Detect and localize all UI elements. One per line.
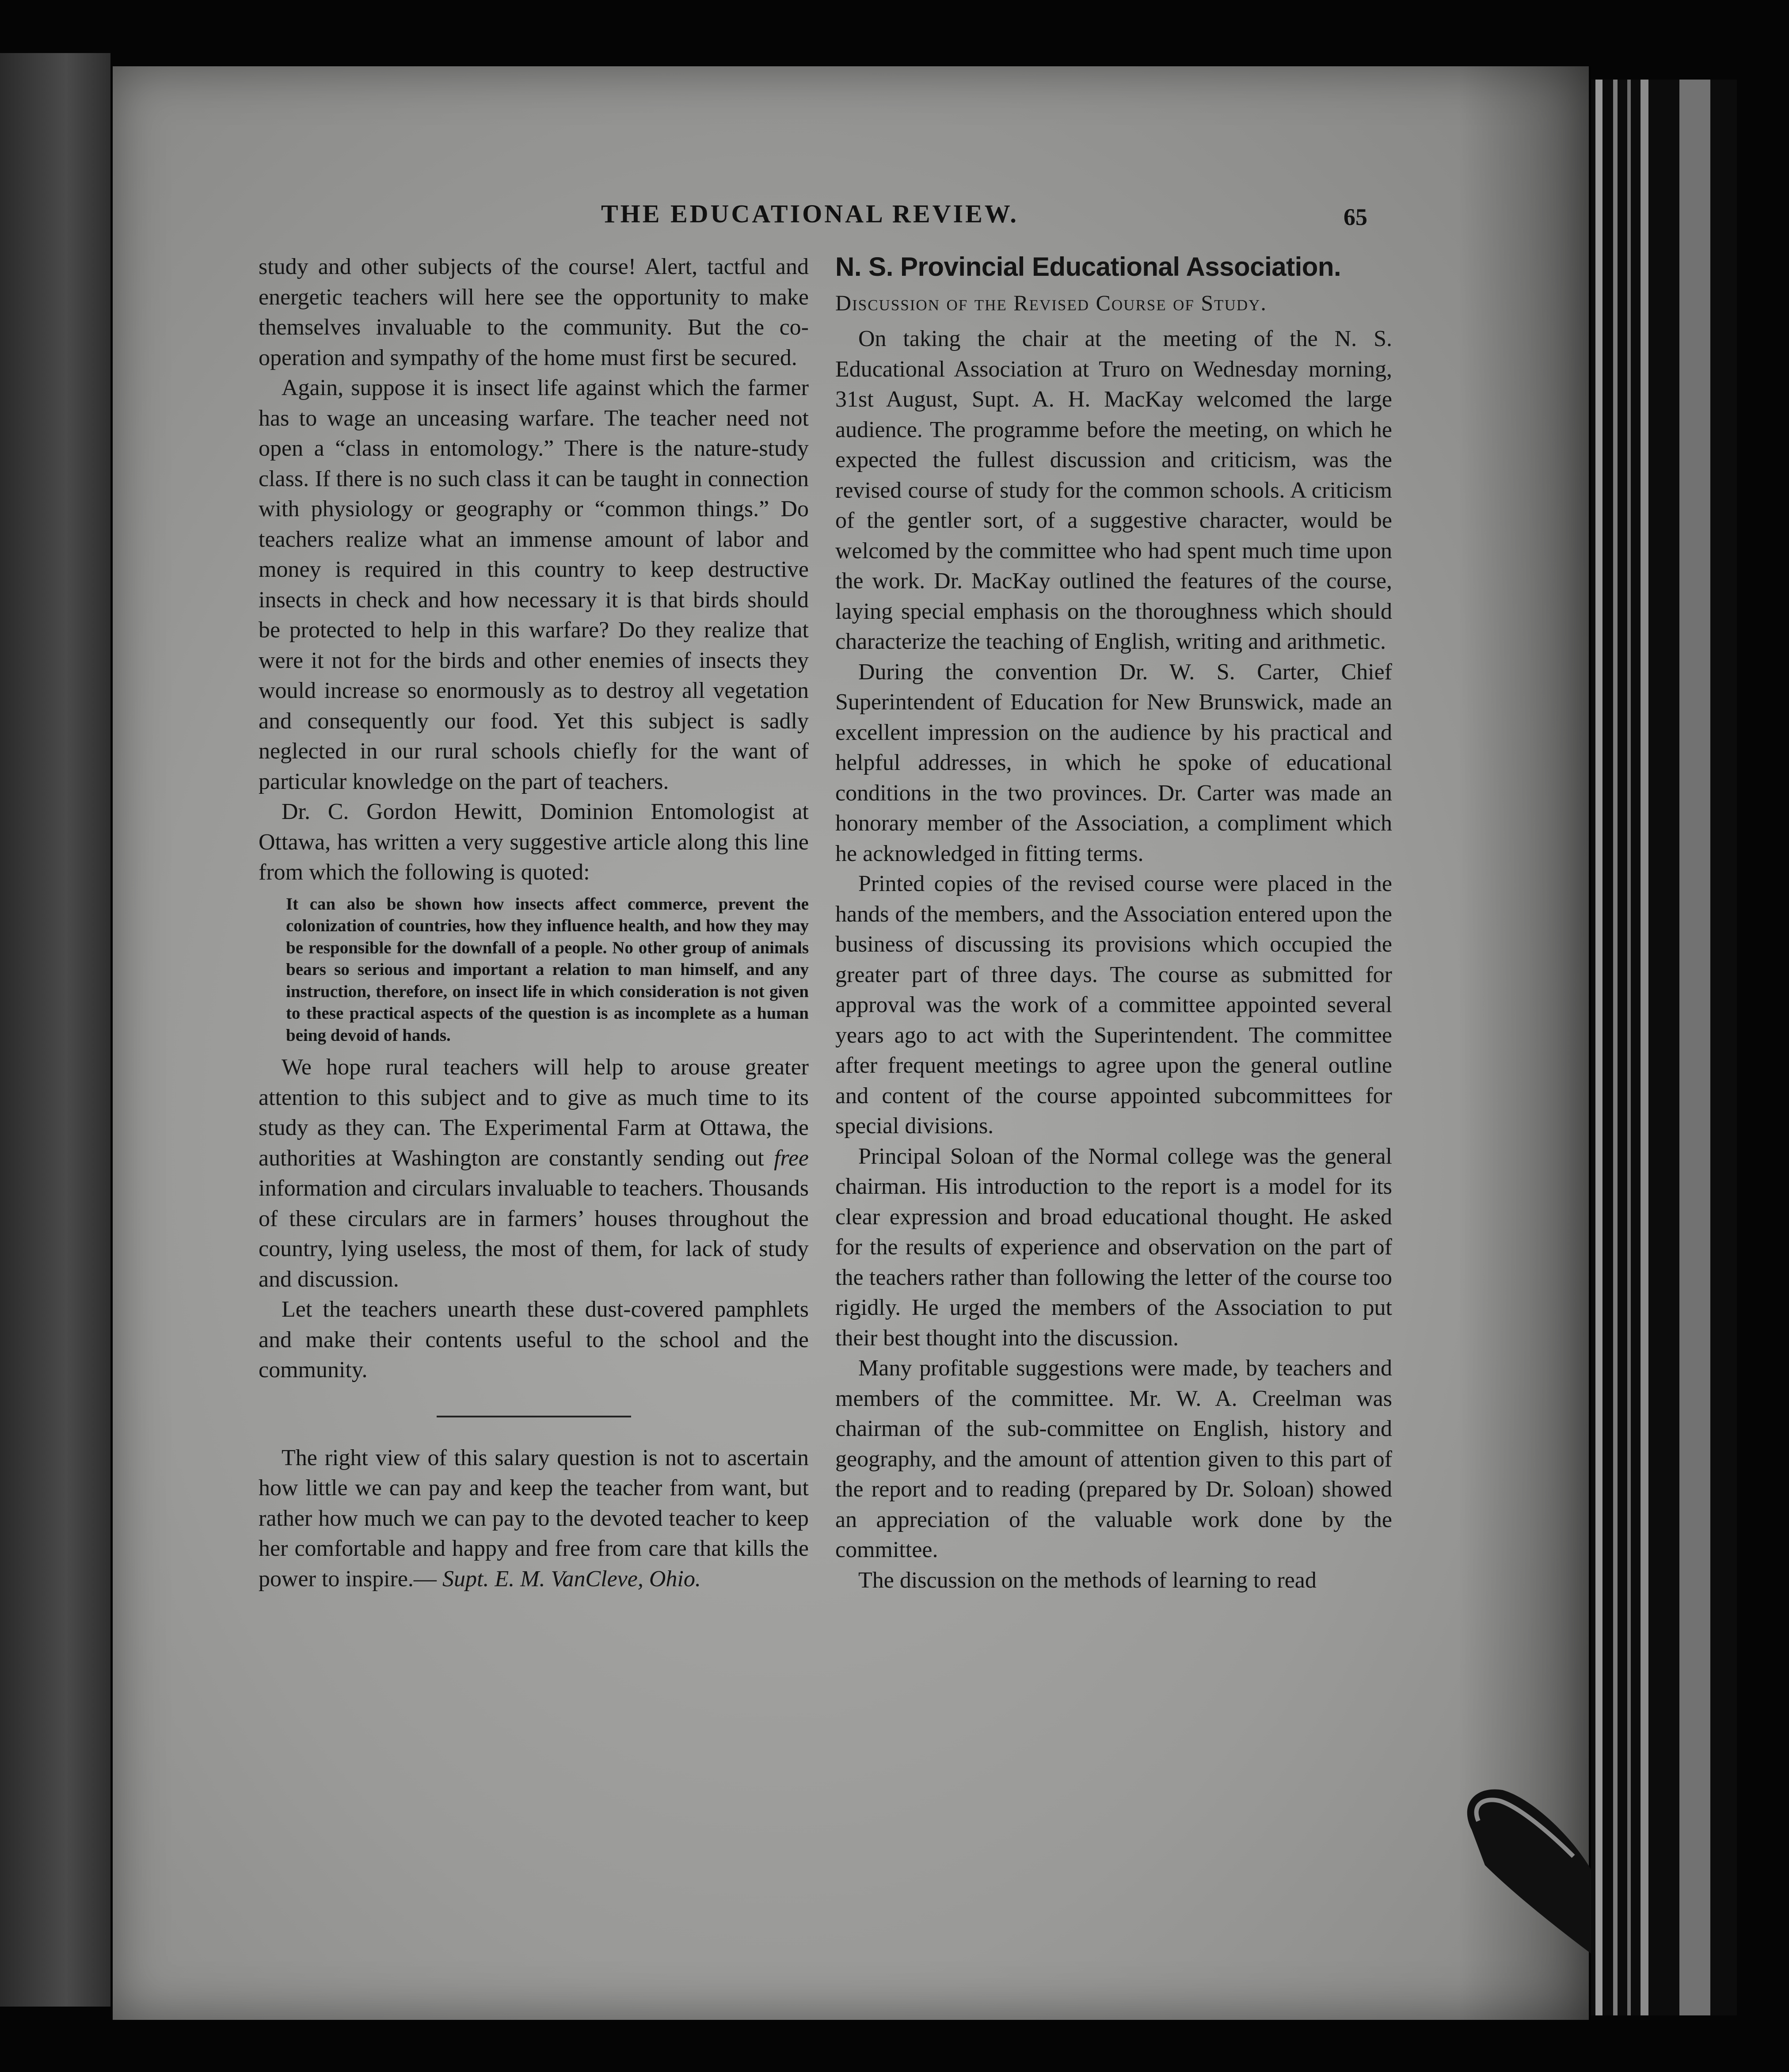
edge-line bbox=[1679, 80, 1710, 2015]
right-paragraph-6: The discussion on the methods of learning to read bbox=[858, 1567, 1317, 1593]
right-paragraph-4: Principal Soloan of the Normal college was the general chairman. His introduction to the report is a model for its clear expression and broad educational thought. He asked for the results of experience and observation on the part of the teachers rather than following the letter of the course too rigidly. He urged the members of the Association to put their best thought into the discussion. bbox=[835, 1143, 1392, 1351]
left-paragraph-2: Again, suppose it is insect life against which the farmer has to wage an unceasing warfare. The teacher need not open a “class in entomology.” There is the nature-study class. If there is no such class it can be taught in connection with physiology or geography or “common things.” Do teachers realize what an immense amount of labor and money is required in this country to keep destructive insects in check and how necessary it is that birds should be protected to help in this warfare? Do they realize that were it not for the birds and other enemies of insects they would increase so enormously as to destroy all vegetation and consequently our food. Yet this subject is sadly neglected in our rural schools chiefly for the want of particular knowledge on the part of teachers. bbox=[259, 375, 809, 794]
right-column bbox=[835, 252, 1392, 1596]
emphasis-free: free bbox=[774, 1145, 809, 1171]
text-run: We hope rural teachers will help to arouse greater attention to this subject and to give as much time to its study as they can. The Experimental Farm at Ottawa, the authorities at Washington are constantly sending out bbox=[259, 1055, 809, 1171]
left-column bbox=[259, 252, 809, 1594]
left-paragraph-5: Let the teachers unearth these dust-covered pamphlets and make their contents useful to the school and the community. bbox=[259, 1297, 809, 1383]
salary-quote-text: The right view of this salary question is not to ascertain how little we can pay and keep the teacher from want, but rather how much we can pay to the devoted teacher to keep her comfortable and happy and free from care that kills the power to inspire.— bbox=[259, 1445, 809, 1592]
article-title: N. S. Provincial Educational Association. bbox=[835, 252, 1341, 282]
left-paragraph-1: study and other subjects of the course! Alert, tactful and energetic teachers will here see the opportunity to make themselves invaluable to the community. But the co-operation and sympathy of the home must first be secured. bbox=[259, 254, 809, 370]
text-run: information and circulars invaluable to teachers. Thousands of these circulars are in farmers’ houses throughout the country, lying useless, the most of them, for lack of study and discussion. bbox=[259, 1176, 809, 1292]
right-paragraph-1: On taking the chair at the meeting of the N. S. Educational Association at Truro on Wednesday morning, 31st August, Supt. A. H. MacKay welcomed the large audience. The programme before the meeting, on which he expected the fullest discussion and criticism, was the revised course of study for the common schools. A criticism of the gentler sort, of a suggestive character, would be welcomed by the committee who had spent much time upon the work. Dr. MacKay outlined the features of the course, laying special emphasis on the thoroughness which should characterize the teaching of English, writing and arithmetic. bbox=[835, 326, 1392, 654]
edge-line bbox=[1641, 80, 1648, 2015]
edge-line bbox=[1627, 80, 1631, 2015]
left-paragraph-3: Dr. C. Gordon Hewitt, Dominion Entomologist at Ottawa, has written a very suggestive article along this line from which the following is quoted: bbox=[259, 799, 809, 885]
right-paragraph-3: Printed copies of the revised course were placed in the hands of the members, and the Association entered upon the business of discussing its provisions which occupied the greater part of three days. The course as submitted for approval was the work of a committee appointed several years ago to act with the Superintendent. The committee after frequent meetings to agree upon the general outline and content of the course appointed subcommittees for special divisions. bbox=[835, 871, 1392, 1139]
running-header: THE EDUCATIONAL REVIEW. bbox=[601, 199, 1019, 228]
salary-quote bbox=[259, 1443, 809, 1595]
salary-quote-signature: Supt. E. M. VanCleve, Ohio. bbox=[442, 1566, 701, 1592]
article-subtitle: Discussion of the Revised Course of Study. bbox=[835, 290, 1267, 315]
facing-page-edge bbox=[0, 53, 110, 2007]
right-paragraph-2: During the convention Dr. W. S. Carter, Chief Superintendent of Education for New Brunswick, made an excellent impression on the audience by his practical and helpful addresses, in which he spoke of educational conditions in the two provinces. Dr. Carter was made an honorary member of the Association, a compliment which he acknowledged in fitting terms. bbox=[835, 659, 1392, 866]
book-page-edges bbox=[1591, 80, 1737, 2015]
block-quote-hewitt: It can also be shown how insects affect commerce, prevent the colonization of countries, how they influence health, and how they may be responsible for the downfall of a people. No other group of animals bears so serious and important a relation to man himself, and any instruction, therefore, on insect life in which consideration is not given to these practical aspects of the question is as incomplete as a human being devoid of hands. bbox=[286, 894, 809, 1045]
edge-line bbox=[1613, 80, 1618, 2015]
gutter-shadow bbox=[1458, 66, 1591, 2020]
page-number: 65 bbox=[1344, 204, 1367, 230]
section-divider bbox=[437, 1416, 631, 1417]
right-paragraph-5: Many profitable suggestions were made, by teachers and members of the committee. Mr. W. A. Creelman was chairman of the sub-committee on English, history and geography, and the amount of attention given to this part of the report and to reading (prepared by Dr. Soloan) showed an appreciation of the valuable work done by the committee. bbox=[835, 1356, 1392, 1562]
left-paragraph-4 bbox=[259, 1052, 809, 1295]
edge-line bbox=[1595, 80, 1602, 2015]
